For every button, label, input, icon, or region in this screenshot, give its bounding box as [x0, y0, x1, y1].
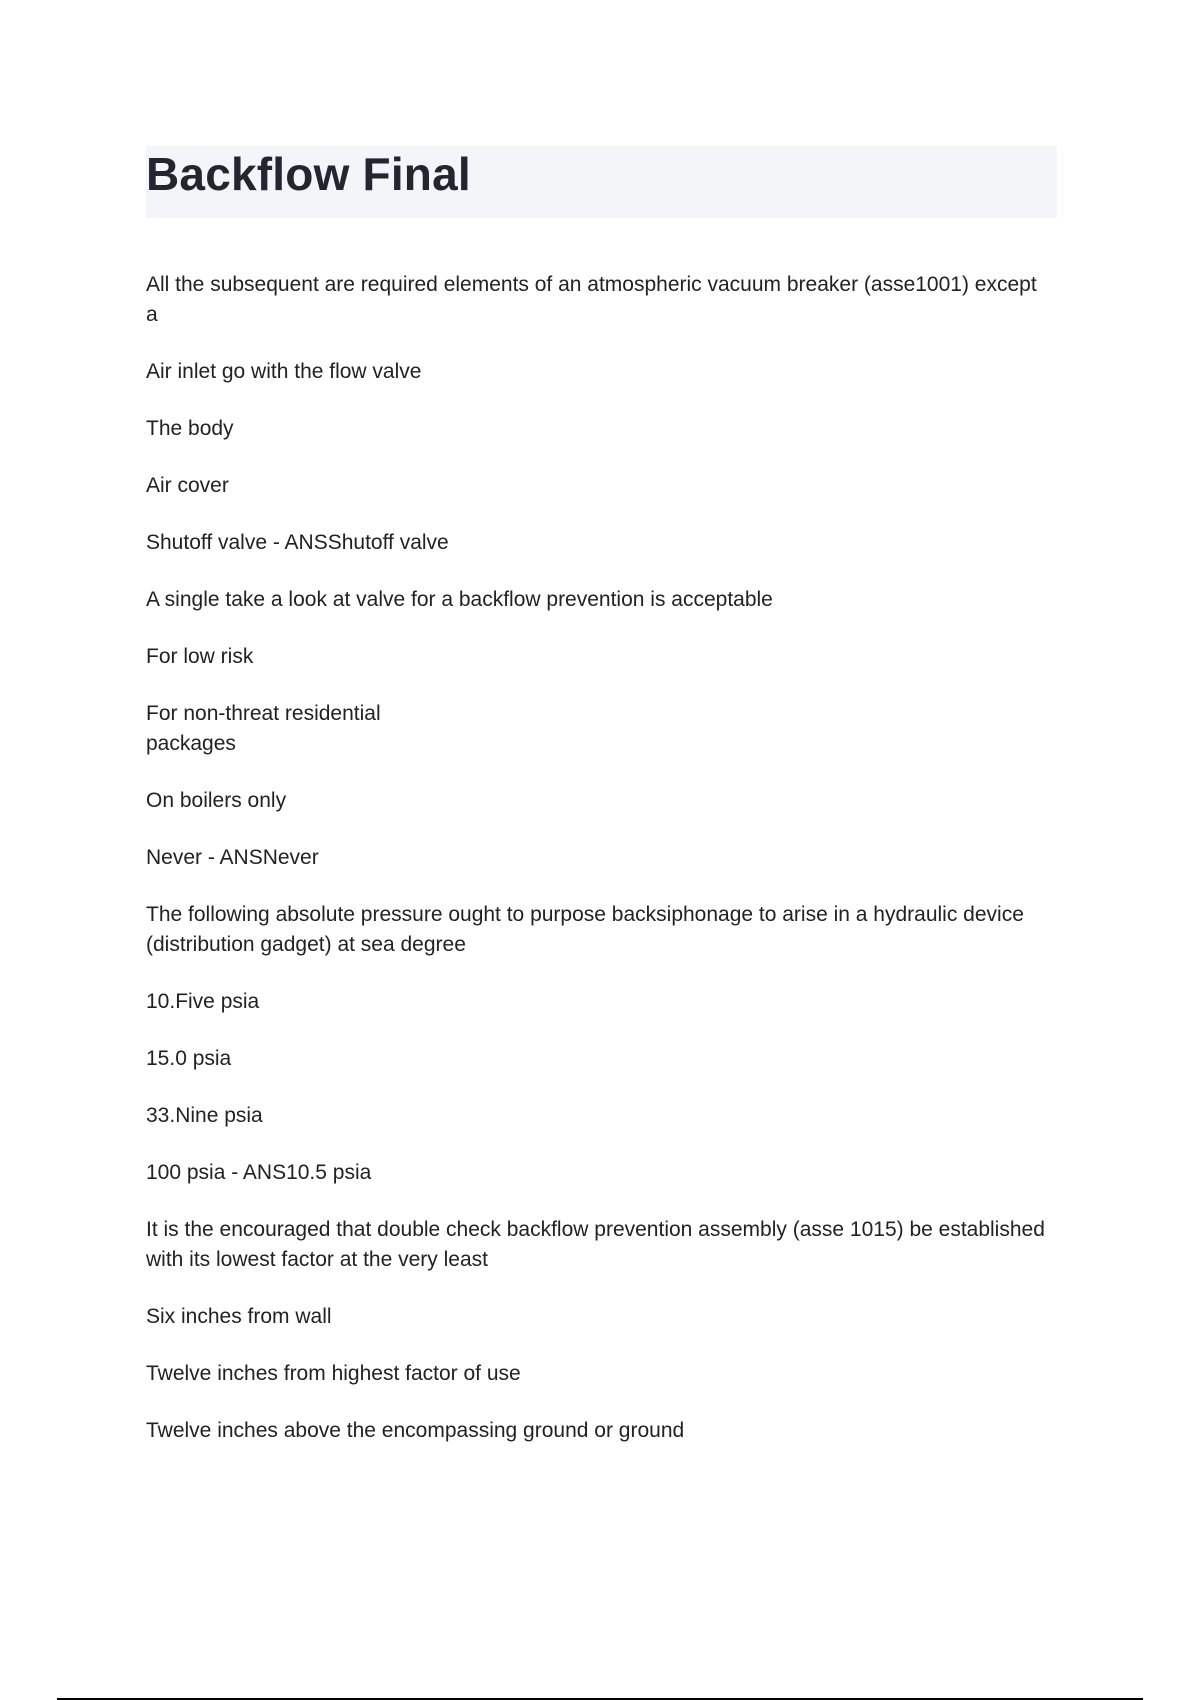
- option-3d-answer: 100 psia - ANS10.5 psia: [146, 1161, 372, 1184]
- question-2: A single take a look at valve for a backflow prevention is acceptable: [146, 588, 773, 611]
- option-3b: 15.0 psia: [146, 1047, 232, 1070]
- option-1d-answer: Shutoff valve - ANSShutoff valve: [146, 531, 449, 554]
- option-3a: 10.Five psia: [146, 990, 260, 1013]
- option-2b-line-2: packages: [146, 732, 236, 755]
- option-1a: Air inlet go with the flow valve: [146, 360, 422, 383]
- option-1c: Air cover: [146, 474, 229, 497]
- option-1b: The body: [146, 417, 234, 440]
- question-4: It is the encouraged that double check backflow prevention assembly (asse 1015) be established with its lowest factor at the very least: [146, 1218, 1045, 1271]
- document-body: [146, 270, 1046, 1473]
- option-4a: Six inches from wall: [146, 1305, 332, 1328]
- option-2a: For low risk: [146, 645, 254, 668]
- question-1: All the subsequent are required elements of an atmospheric vacuum breaker (asse1001) except a: [146, 273, 1037, 326]
- option-2c: On boilers only: [146, 789, 287, 812]
- option-4c: Twelve inches above the encompassing ground or ground: [146, 1419, 685, 1442]
- option-2b: [146, 699, 1046, 759]
- option-2d-answer: Never - ANSNever: [146, 846, 319, 869]
- option-2b-line-1: For non-threat residential: [146, 702, 381, 725]
- option-4b: Twelve inches from highest factor of use: [146, 1362, 521, 1385]
- question-3: The following absolute pressure ought to purpose backsiphonage to arise in a hydraulic device (distribution gadget) at sea degree: [146, 903, 1024, 956]
- page-title: Backflow Final: [146, 148, 471, 200]
- option-3c: 33.Nine psia: [146, 1104, 263, 1127]
